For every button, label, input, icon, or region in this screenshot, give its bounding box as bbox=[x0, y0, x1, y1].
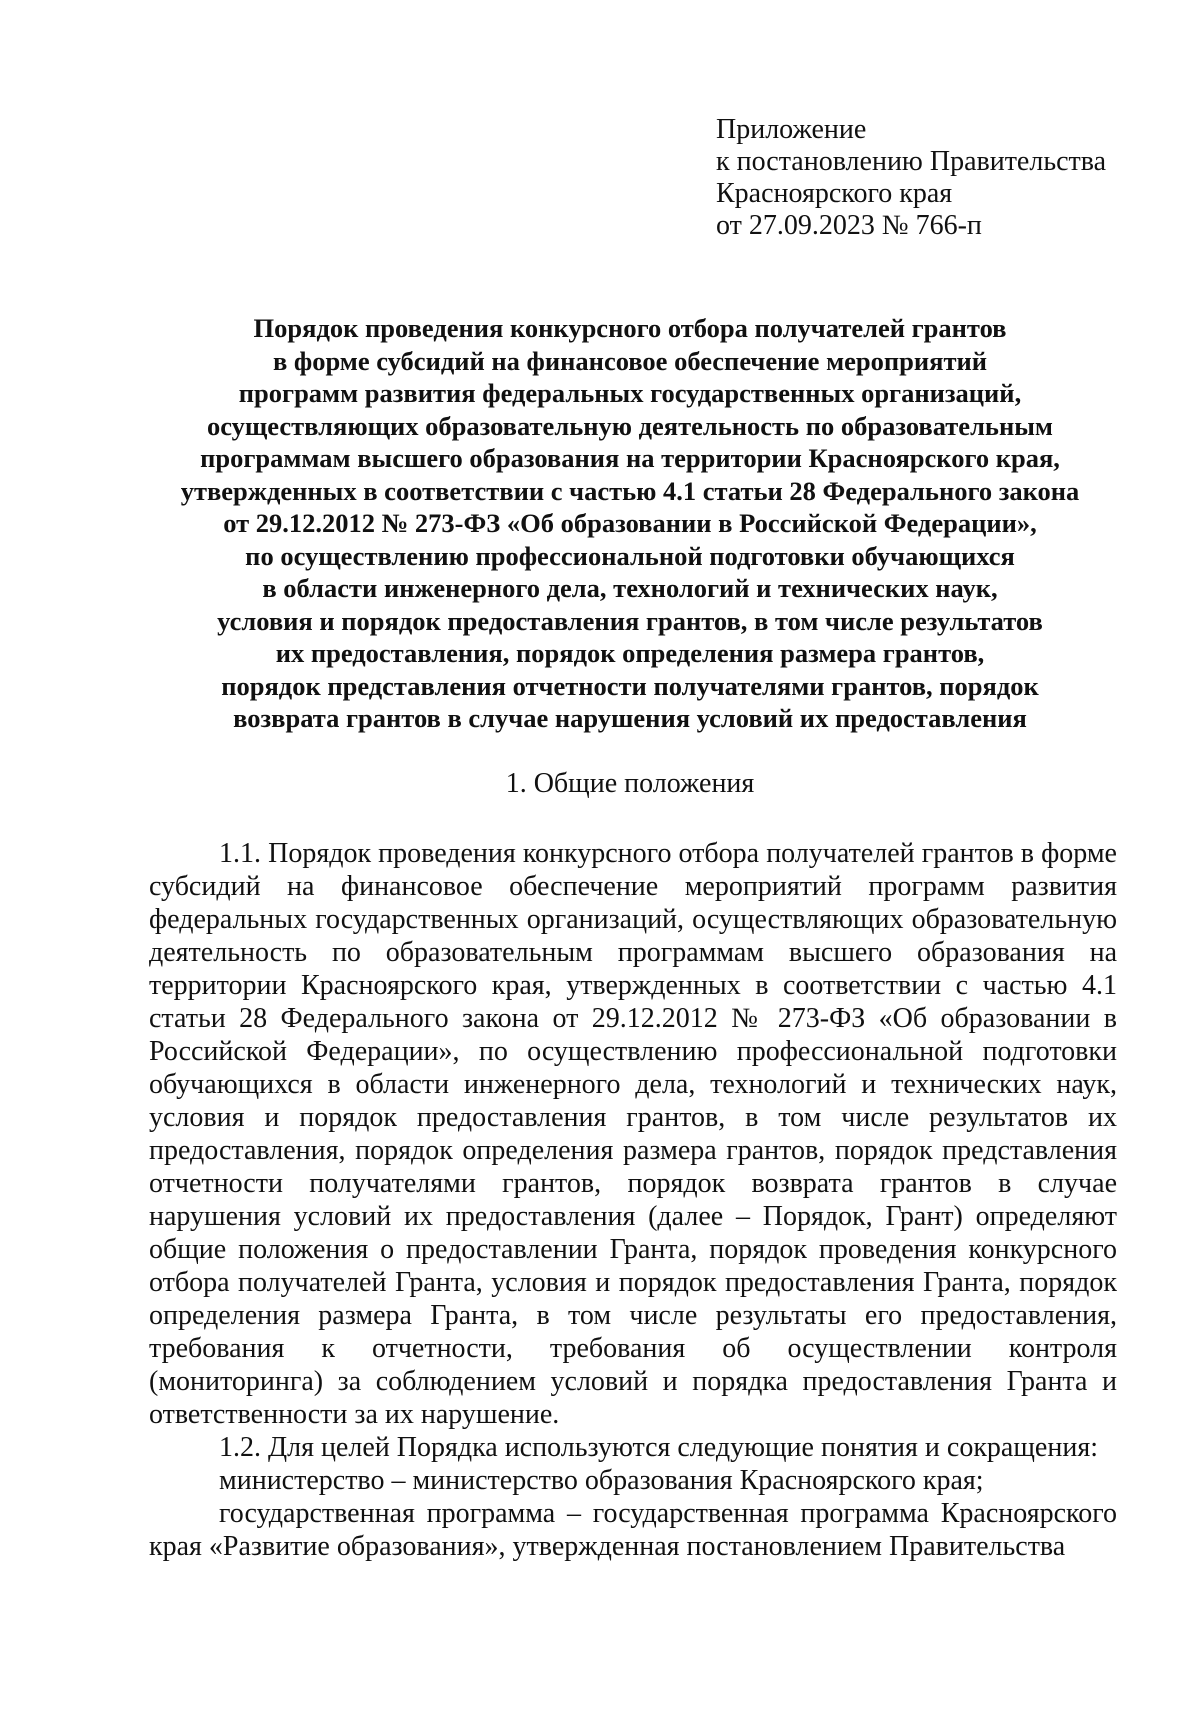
appendix-line-3: Красноярского края bbox=[716, 178, 953, 209]
paragraph-definition-ministry: министерство – министерство образования Красноярского края; bbox=[219, 1465, 984, 1496]
appendix-line-4: от 27.09.2023 № 766-п bbox=[716, 210, 982, 241]
title-line: по осуществлению профессиональной подготовки обучающихся bbox=[245, 540, 1015, 571]
title-line: от 29.12.2012 № 273-ФЗ «Об образовании в Российской Федерации», bbox=[223, 508, 1037, 538]
body-text bbox=[149, 837, 1117, 1563]
title-line: осуществляющих образовательную деятельность по образовательным bbox=[207, 410, 1053, 441]
title-line: условия и порядок предоставления грантов, в том числе результатов bbox=[217, 605, 1043, 636]
title-line: в форме субсидий на финансовое обеспечение мероприятий bbox=[272, 345, 988, 376]
title-line: Порядок проведения конкурсного отбора получателей грантов bbox=[253, 313, 1007, 343]
paragraph-definition-program: государственная программа – государственная программа Красноярского края «Развитие образования», утвержденная постановлением Правительства bbox=[149, 1498, 1117, 1562]
title-line: программам высшего образования на территории Красноярского края, bbox=[200, 443, 1060, 473]
document-title bbox=[140, 312, 1120, 735]
appendix-line-1: Приложение bbox=[716, 114, 867, 145]
title-line: их предоставления, порядок определения размера грантов, bbox=[275, 638, 985, 668]
paragraph-1-2: 1.2. Для целей Порядка используются следующие понятия и сокращения: bbox=[219, 1432, 1098, 1463]
title-line: возврата грантов в случае нарушения условий их предоставления bbox=[233, 703, 1027, 733]
title-line: программ развития федеральных государственных организаций, bbox=[238, 378, 1022, 408]
title-line: в области инженерного дела, технологий и технических наук, bbox=[262, 573, 998, 603]
title-line: утвержденных в соответствии с частью 4.1 статьи 28 Федерального закона bbox=[180, 475, 1080, 506]
appendix-line-2: к постановлению Правительства bbox=[716, 146, 1107, 177]
appendix-block bbox=[716, 114, 1136, 242]
section-heading: 1. Общие положения bbox=[505, 768, 755, 799]
paragraph-1-1: 1.1. Порядок проведения конкурсного отбора получателей грантов в форме субсидий на финансовое обеспечение мероприятий программ развития федеральных государственных организаций, осуществляющих образовательную деятельность по образовательным программам высшего образования на территории Красноярского края, утвержденных в соответствии с частью 4.1 статьи 28 Федерального закона от 29.12.2012 № 273-ФЗ «Об образовании в Российской Федерации», по осуществлению профессиональной подготовки обучающихся в области инженерного дела, технологий и технических наук, условия и порядок предоставления грантов, в том числе результатов их предоставления, порядок определения размера грантов, порядок представления отчетности получателями грантов, порядок возврата грантов в случае нарушения условий их предоставления (далее – Порядок, Грант) определяют общие положения о предоставлении Гранта, порядок проведения конкурсного отбора получателей Гранта, условия и порядок предоставления Гранта, порядок определения размера Гранта, в том числе результаты его предоставления, требования к отчетности, требования об осуществлении контроля (мониторинга) за соблюдением условий и порядка предоставления Гранта и ответственности за их нарушение. bbox=[149, 838, 1117, 1430]
title-line: порядок представления отчетности получателями грантов, порядок bbox=[221, 670, 1039, 701]
